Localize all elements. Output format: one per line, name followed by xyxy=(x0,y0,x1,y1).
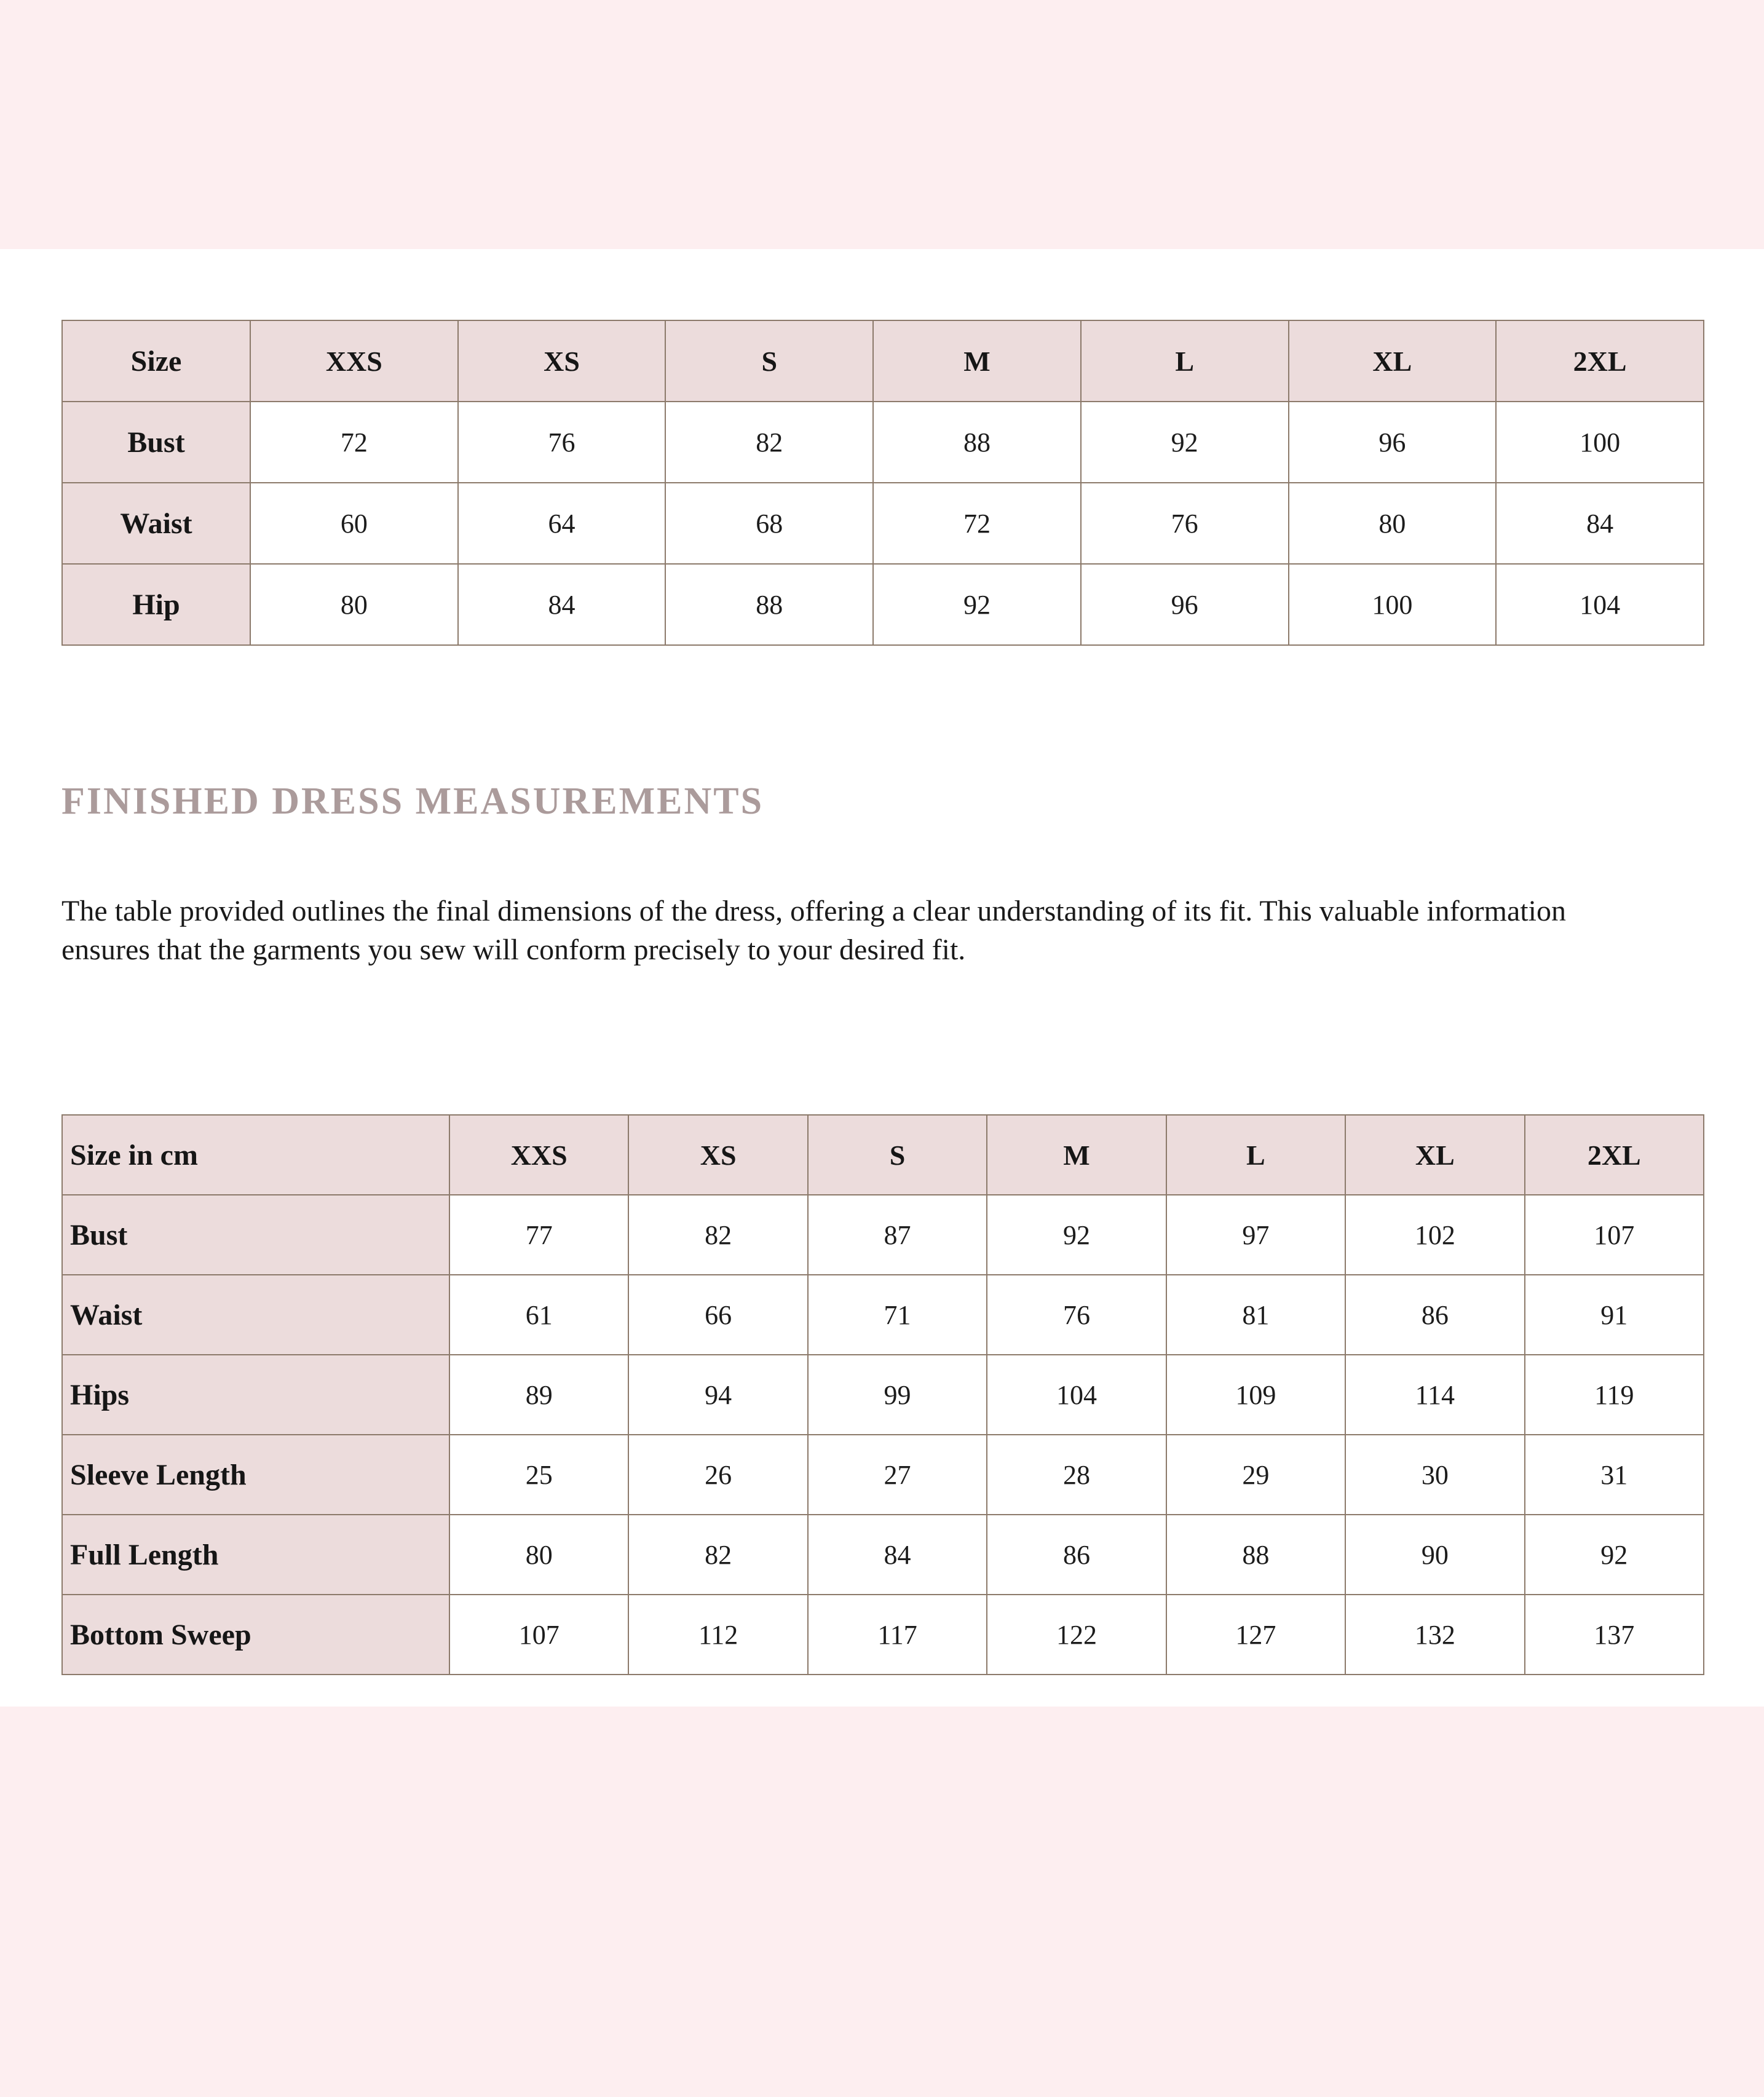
row-label-full-length: Full Length xyxy=(62,1515,449,1595)
finished-dress-measurements-table xyxy=(61,1114,1704,1675)
table-row xyxy=(62,1355,1704,1435)
cell: 30 xyxy=(1345,1435,1524,1515)
cell: 81 xyxy=(1166,1275,1345,1355)
column-header-xl: XL xyxy=(1345,1115,1524,1195)
column-header-s: S xyxy=(808,1115,987,1195)
table-row xyxy=(62,402,1704,483)
row-label-waist: Waist xyxy=(62,483,250,564)
column-header-xxs: XXS xyxy=(250,320,458,402)
cell: 76 xyxy=(458,402,666,483)
section-heading: FINISHED DRESS MEASUREMENTS xyxy=(61,780,764,822)
cell: 96 xyxy=(1289,402,1497,483)
cell: 71 xyxy=(808,1275,987,1355)
cell: 72 xyxy=(250,402,458,483)
cell: 77 xyxy=(449,1195,628,1275)
cell: 76 xyxy=(987,1275,1166,1355)
cell: 25 xyxy=(449,1435,628,1515)
row-label-sleeve-length: Sleeve Length xyxy=(62,1435,449,1515)
cell: 90 xyxy=(1345,1515,1524,1595)
column-header-l: L xyxy=(1081,320,1289,402)
column-header-size: Size xyxy=(62,320,250,402)
cell: 80 xyxy=(1289,483,1497,564)
cell: 91 xyxy=(1525,1275,1704,1355)
cell: 26 xyxy=(628,1435,807,1515)
column-header-xs: XS xyxy=(458,320,666,402)
column-header-xxs: XXS xyxy=(449,1115,628,1195)
table-row xyxy=(62,483,1704,564)
table-header-row xyxy=(62,1115,1704,1195)
cell: 104 xyxy=(1496,564,1704,645)
cell: 27 xyxy=(808,1435,987,1515)
cell: 104 xyxy=(987,1355,1166,1435)
cell: 84 xyxy=(808,1515,987,1595)
cell: 89 xyxy=(449,1355,628,1435)
cell: 80 xyxy=(449,1515,628,1595)
cell: 92 xyxy=(1081,402,1289,483)
row-label-bust: Bust xyxy=(62,1195,449,1275)
column-header-m: M xyxy=(987,1115,1166,1195)
table-row xyxy=(62,564,1704,645)
cell: 96 xyxy=(1081,564,1289,645)
table-row xyxy=(62,1595,1704,1675)
cell: 122 xyxy=(987,1595,1166,1675)
column-header-m: M xyxy=(873,320,1081,402)
cell: 117 xyxy=(808,1595,987,1675)
cell: 100 xyxy=(1289,564,1497,645)
cell: 29 xyxy=(1166,1435,1345,1515)
row-label-hips: Hips xyxy=(62,1355,449,1435)
table-header-row xyxy=(62,320,1704,402)
table-row xyxy=(62,1275,1704,1355)
cell: 61 xyxy=(449,1275,628,1355)
column-header-size-in-cm: Size in cm xyxy=(62,1115,449,1195)
column-header-2xl: 2XL xyxy=(1496,320,1704,402)
cell: 84 xyxy=(458,564,666,645)
column-header-l: L xyxy=(1166,1115,1345,1195)
table-row xyxy=(62,1195,1704,1275)
cell: 31 xyxy=(1525,1435,1704,1515)
cell: 132 xyxy=(1345,1595,1524,1675)
row-label-hip: Hip xyxy=(62,564,250,645)
cell: 68 xyxy=(665,483,873,564)
cell: 82 xyxy=(628,1195,807,1275)
cell: 86 xyxy=(1345,1275,1524,1355)
cell: 114 xyxy=(1345,1355,1524,1435)
cell: 137 xyxy=(1525,1595,1704,1675)
table-row xyxy=(62,1515,1704,1595)
cell: 119 xyxy=(1525,1355,1704,1435)
cell: 82 xyxy=(628,1515,807,1595)
cell: 107 xyxy=(1525,1195,1704,1275)
column-header-2xl: 2XL xyxy=(1525,1115,1704,1195)
body-measurements-table xyxy=(61,320,1704,646)
cell: 60 xyxy=(250,483,458,564)
cell: 92 xyxy=(873,564,1081,645)
table-row xyxy=(62,1435,1704,1515)
cell: 88 xyxy=(873,402,1081,483)
cell: 84 xyxy=(1496,483,1704,564)
cell: 88 xyxy=(1166,1515,1345,1595)
cell: 92 xyxy=(1525,1515,1704,1595)
cell: 82 xyxy=(665,402,873,483)
cell: 99 xyxy=(808,1355,987,1435)
row-label-waist: Waist xyxy=(62,1275,449,1355)
cell: 66 xyxy=(628,1275,807,1355)
cell: 107 xyxy=(449,1595,628,1675)
cell: 28 xyxy=(987,1435,1166,1515)
cell: 88 xyxy=(665,564,873,645)
cell: 112 xyxy=(628,1595,807,1675)
cell: 76 xyxy=(1081,483,1289,564)
cell: 100 xyxy=(1496,402,1704,483)
cell: 64 xyxy=(458,483,666,564)
cell: 80 xyxy=(250,564,458,645)
cell: 94 xyxy=(628,1355,807,1435)
cell: 92 xyxy=(987,1195,1166,1275)
cell: 127 xyxy=(1166,1595,1345,1675)
column-header-xs: XS xyxy=(628,1115,807,1195)
cell: 86 xyxy=(987,1515,1166,1595)
section-paragraph: The table provided outlines the final dimensions of the dress, offering a clear understanding of its fit. This valuable information ensures that the garments you sew will conform precisely to your desired fit. xyxy=(61,895,1566,967)
column-header-s: S xyxy=(665,320,873,402)
cell: 97 xyxy=(1166,1195,1345,1275)
cell: 87 xyxy=(808,1195,987,1275)
cell: 109 xyxy=(1166,1355,1345,1435)
row-label-bust: Bust xyxy=(62,402,250,483)
column-header-xl: XL xyxy=(1289,320,1497,402)
cell: 72 xyxy=(873,483,1081,564)
cell: 102 xyxy=(1345,1195,1524,1275)
row-label-bottom-sweep: Bottom Sweep xyxy=(62,1595,449,1675)
